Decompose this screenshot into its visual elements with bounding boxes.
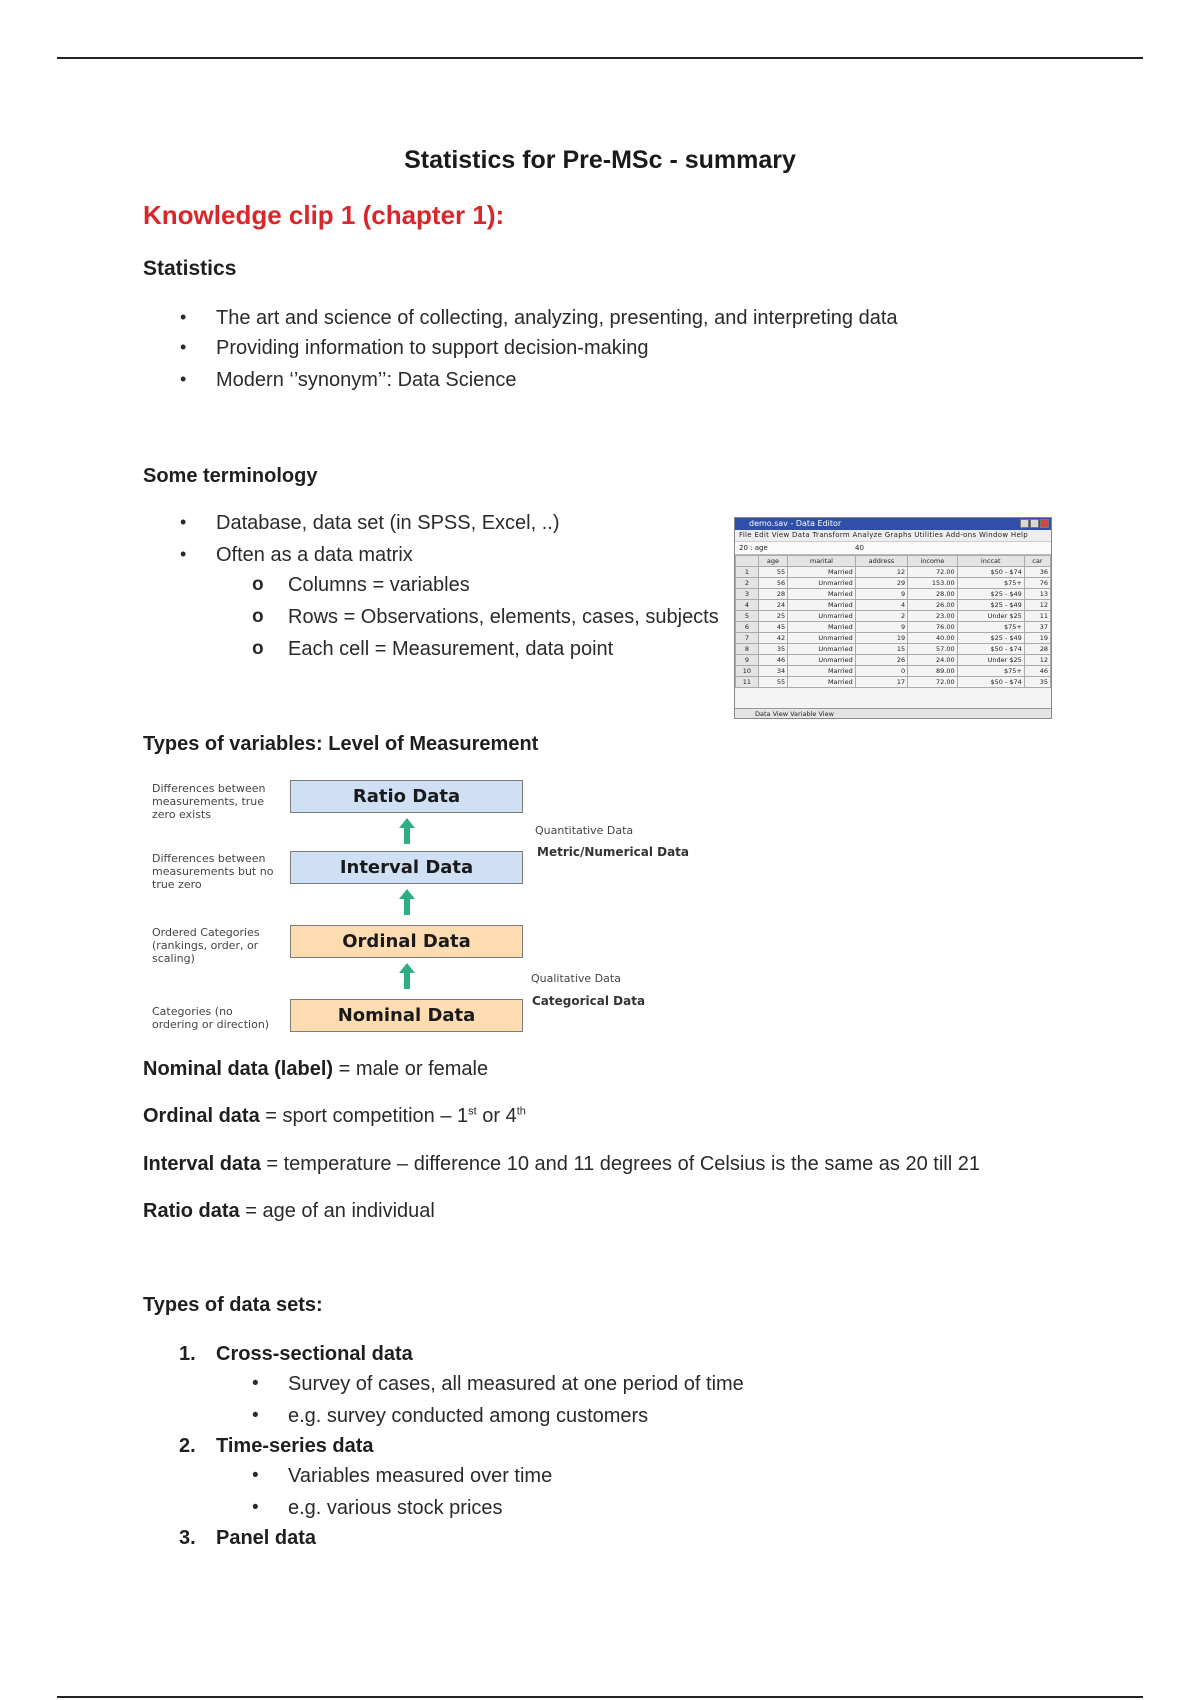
spss-row-number: 9 — [736, 655, 759, 666]
spss-cell: 12 — [855, 567, 907, 578]
table-row — [736, 611, 1051, 622]
spss-row-number: 6 — [736, 622, 759, 633]
spss-cell: 72.00 — [908, 677, 957, 688]
table-row — [736, 567, 1051, 578]
bottom-rule — [57, 1696, 1143, 1698]
spss-cell: 9 — [855, 589, 907, 600]
spss-cell: 23.00 — [908, 611, 957, 622]
bullet-icon: • — [180, 544, 187, 564]
spss-cell: 24 — [758, 600, 787, 611]
spss-cell: 25 — [758, 611, 787, 622]
spss-row-number: 3 — [736, 589, 759, 600]
spss-cell: $75+ — [957, 666, 1024, 677]
spss-header-row — [736, 556, 1051, 567]
spss-cell: $50 - $74 — [957, 644, 1024, 655]
terminology-heading: Some terminology — [143, 465, 318, 487]
spss-cell: 76.00 — [908, 622, 957, 633]
quantitative-label: Quantitative Data — [535, 824, 634, 837]
ratio-data-box: Ratio Data — [290, 780, 523, 813]
spss-cell: 2 — [855, 611, 907, 622]
interval-data-box: Interval Data — [290, 851, 523, 884]
spss-row-number: 5 — [736, 611, 759, 622]
spss-cell: Married — [788, 589, 856, 600]
interval-note: Differences between measurements but no true zero — [152, 852, 274, 891]
spss-data-grid — [735, 555, 1051, 688]
spss-cell: 46 — [758, 655, 787, 666]
datasets-heading: Types of data sets: — [143, 1294, 323, 1316]
definition-ratio: Ratio data = age of an individual — [143, 1200, 435, 1222]
arrow-up-icon — [397, 818, 417, 844]
spss-view-tabs: Data View Variable View — [735, 708, 1051, 718]
spss-cell: 55 — [758, 677, 787, 688]
arrow-up-icon — [397, 889, 417, 915]
spss-cell: 45 — [758, 622, 787, 633]
circle-bullet-icon: o — [252, 638, 264, 659]
spss-window-title: demo.sav - Data Editor — [749, 519, 842, 528]
spss-cell-ref: 20 : age — [739, 544, 768, 552]
spss-cell: 9 — [855, 622, 907, 633]
table-row — [736, 633, 1051, 644]
spss-column-header: age — [758, 556, 787, 567]
spss-cell: $75+ — [957, 578, 1024, 589]
spss-cell: Unmarried — [788, 644, 856, 655]
maximize-icon — [1030, 519, 1039, 528]
bullet-icon: • — [252, 1373, 259, 1394]
ordinal-note: Ordered Categories (rankings, order, or scaling) — [152, 926, 260, 965]
spss-title-bar — [735, 518, 1051, 530]
table-row — [736, 644, 1051, 655]
spss-menu-bar: File Edit View Data Transform Analyze Graphs Utilities Add-ons Window Help — [735, 530, 1051, 542]
definition-nominal: Nominal data (label) = male or female — [143, 1058, 489, 1080]
table-row — [736, 622, 1051, 633]
spss-row-number: 4 — [736, 600, 759, 611]
spss-cell: $50 - $74 — [957, 567, 1024, 578]
spss-cell: 34 — [758, 666, 787, 677]
spss-cell: 153.00 — [908, 578, 957, 589]
bullet-icon: • — [252, 1405, 259, 1426]
ordinal-data-box: Ordinal Data — [290, 925, 523, 958]
spss-cell-bar — [735, 542, 1051, 555]
table-row — [736, 589, 1051, 600]
table-row — [736, 655, 1051, 666]
definition-ordinal: Ordinal data = sport competition – 1st or 4th — [143, 1105, 526, 1127]
table-row — [736, 666, 1051, 677]
close-icon — [1040, 519, 1049, 528]
spss-column-header: inccat — [957, 556, 1024, 567]
document-title: Statistics for Pre-MSc - summary — [404, 146, 796, 174]
spss-row-number: 7 — [736, 633, 759, 644]
top-rule — [57, 57, 1143, 59]
spss-cell: 26 — [855, 655, 907, 666]
spss-cell: $50 - $74 — [957, 677, 1024, 688]
spss-cell: 28 — [758, 589, 787, 600]
spss-cell: 24.00 — [908, 655, 957, 666]
spss-cell: 28.00 — [908, 589, 957, 600]
bullet-icon: • — [252, 1465, 259, 1486]
spss-corner-cell — [736, 556, 759, 567]
spss-cell: 40.00 — [908, 633, 957, 644]
spss-cell: $25 - $49 — [957, 600, 1024, 611]
minimize-icon — [1020, 519, 1029, 528]
spss-column-header: income — [908, 556, 957, 567]
bullet-icon: • — [180, 512, 187, 532]
spss-cell: Unmarried — [788, 633, 856, 644]
spss-column-header: marital — [788, 556, 856, 567]
spss-cell: 55 — [758, 567, 787, 578]
spss-cell: $25 - $49 — [957, 633, 1024, 644]
qualitative-label: Qualitative Data — [531, 972, 621, 985]
nominal-data-box: Nominal Data — [290, 999, 523, 1032]
bullet-icon: • — [252, 1497, 259, 1518]
spss-cell: Married — [788, 600, 856, 611]
levels-heading: Types of variables: Level of Measurement — [143, 733, 539, 755]
spss-column-header: car — [1024, 556, 1050, 567]
spss-cell: 26.00 — [908, 600, 957, 611]
knowledge-clip-heading: Knowledge clip 1 (chapter 1): — [143, 200, 505, 230]
spss-cell: 72.00 — [908, 567, 957, 578]
spss-cell: 13 — [1024, 589, 1050, 600]
spss-cell: Unmarried — [788, 578, 856, 589]
table-row — [736, 677, 1051, 688]
statistics-heading: Statistics — [143, 257, 237, 280]
spss-cell: 15 — [855, 644, 907, 655]
spss-cell: Under $25 — [957, 655, 1024, 666]
spss-cell: 56 — [758, 578, 787, 589]
spss-cell-value: 40 — [855, 544, 864, 552]
spss-cell: 4 — [855, 600, 907, 611]
spss-column-header: address — [855, 556, 907, 567]
nominal-note: Categories (no ordering or direction) — [152, 1005, 270, 1031]
spss-row-number: 10 — [736, 666, 759, 677]
spss-cell: 35 — [758, 644, 787, 655]
bullet-icon: • — [180, 337, 187, 357]
spss-cell: Unmarried — [788, 611, 856, 622]
spss-cell: Married — [788, 677, 856, 688]
categorical-label: Categorical Data — [532, 994, 646, 1008]
spss-cell: Married — [788, 666, 856, 677]
spss-cell: Unmarried — [788, 655, 856, 666]
spss-row-number: 8 — [736, 644, 759, 655]
spss-cell: 46 — [1024, 666, 1050, 677]
spss-cell: Under $25 — [957, 611, 1024, 622]
spss-row-number: 11 — [736, 677, 759, 688]
spss-cell: 0 — [855, 666, 907, 677]
arrow-up-icon — [397, 963, 417, 989]
spss-cell: 19 — [1024, 633, 1050, 644]
spss-cell: 11 — [1024, 611, 1050, 622]
spss-cell: 17 — [855, 677, 907, 688]
table-row — [736, 600, 1051, 611]
bullet-icon: • — [180, 307, 187, 327]
spss-data-editor-image — [734, 517, 1052, 719]
spss-cell: 12 — [1024, 655, 1050, 666]
table-row — [736, 578, 1051, 589]
spss-cell: 57.00 — [908, 644, 957, 655]
spss-cell: Married — [788, 567, 856, 578]
spss-row-number: 2 — [736, 578, 759, 589]
definition-interval: Interval data = temperature – difference 10 and 11 degrees of Celsius is the same as 20 till 21 — [143, 1153, 980, 1175]
spss-cell: 35 — [1024, 677, 1050, 688]
spss-cell: $75+ — [957, 622, 1024, 633]
spss-cell: 42 — [758, 633, 787, 644]
spss-cell: 19 — [855, 633, 907, 644]
spss-cell: 76 — [1024, 578, 1050, 589]
ratio-note: Differences between measurements, true zero exists — [152, 782, 266, 821]
spss-cell: $25 - $49 — [957, 589, 1024, 600]
window-buttons — [1020, 519, 1049, 528]
spss-cell: 36 — [1024, 567, 1050, 578]
metric-numerical-label: Metric/Numerical Data — [537, 845, 689, 859]
spss-cell: 28 — [1024, 644, 1050, 655]
circle-bullet-icon: o — [252, 606, 264, 627]
spss-cell: 89.00 — [908, 666, 957, 677]
spss-row-number: 1 — [736, 567, 759, 578]
spss-cell: Married — [788, 622, 856, 633]
bullet-icon: • — [180, 369, 187, 389]
spss-cell: 29 — [855, 578, 907, 589]
circle-bullet-icon: o — [252, 574, 264, 595]
spss-cell: 12 — [1024, 600, 1050, 611]
spss-cell: 37 — [1024, 622, 1050, 633]
